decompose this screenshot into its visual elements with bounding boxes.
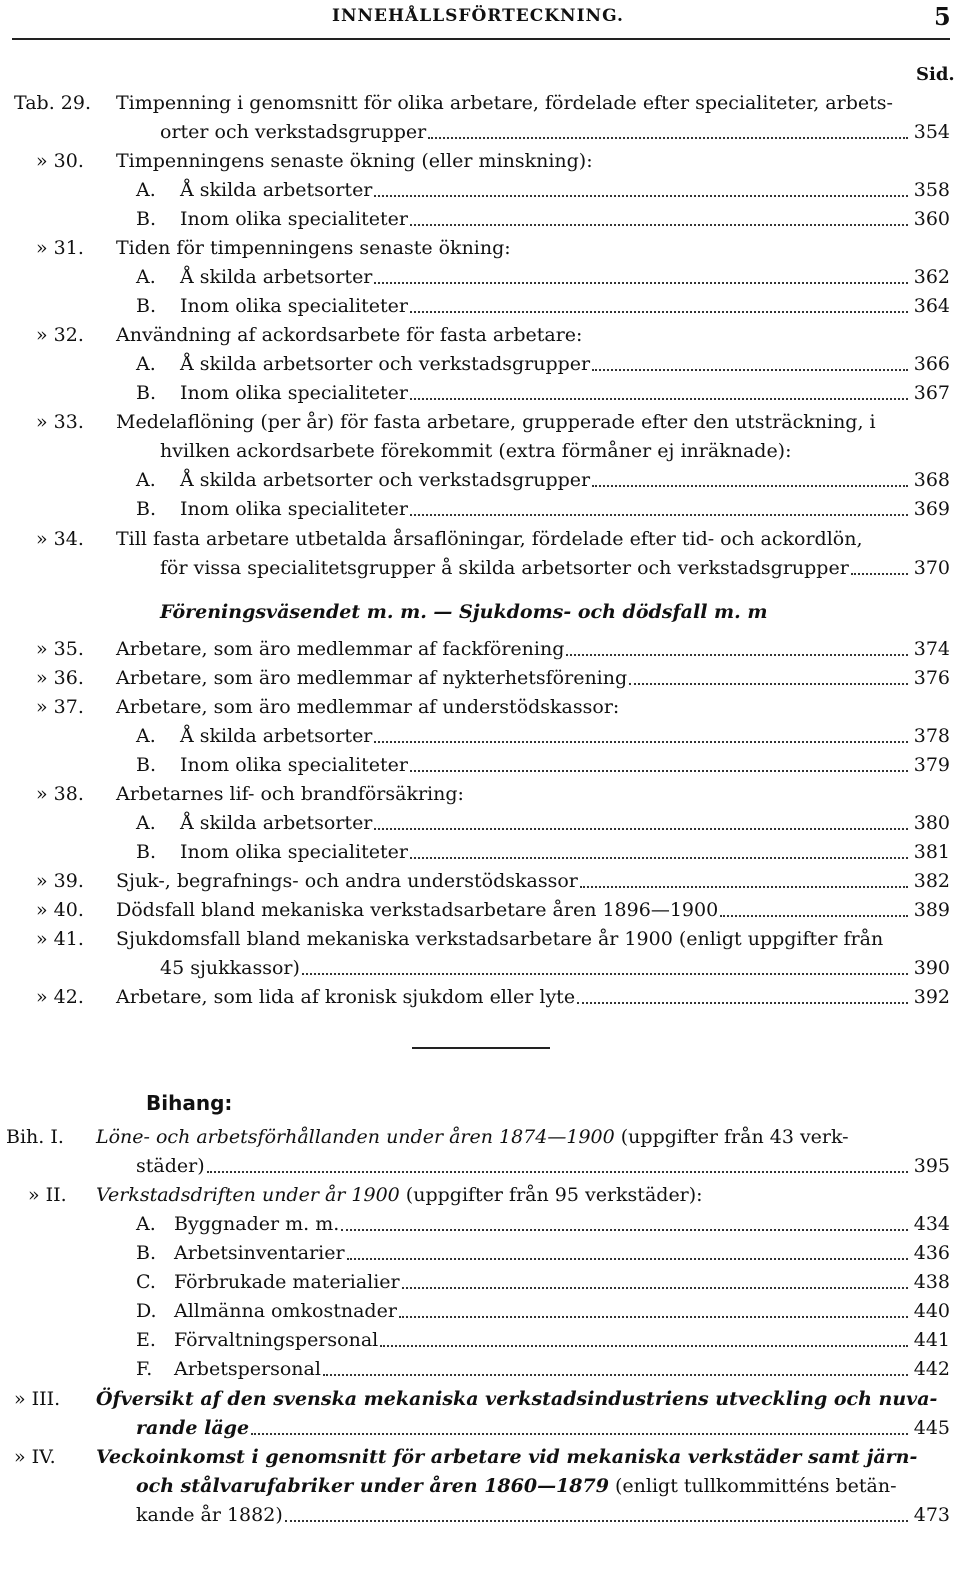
page-number: 5 xyxy=(934,2,951,31)
appendix-note: (enligt tullkommitténs betän- xyxy=(608,1475,897,1497)
toc-entry[interactable] xyxy=(180,839,950,865)
page-ref: 360 xyxy=(913,208,950,230)
dot-leader xyxy=(207,1171,908,1173)
toc-entry[interactable] xyxy=(180,351,950,377)
toc-entry[interactable] xyxy=(174,1269,950,1295)
bihang-heading: Bihang: xyxy=(146,1091,233,1115)
page-ref: 378 xyxy=(913,725,950,747)
page-ref: 364 xyxy=(913,295,950,317)
toc-entry[interactable] xyxy=(116,984,950,1010)
dot-leader xyxy=(410,514,908,516)
dot-leader xyxy=(323,1374,908,1376)
toc-entry[interactable] xyxy=(136,1502,950,1528)
toc-entry-text: Å skilda arbetsorter xyxy=(180,266,373,288)
toc-entry-text: Förbrukade materialier xyxy=(174,1271,400,1293)
dot-leader xyxy=(341,1229,907,1231)
toc-entry-text: Sjuk-, begrafnings- och andra understödskassor xyxy=(116,870,578,892)
toc-entry-text: Tiden för timpenningens senaste ökning: xyxy=(116,237,511,259)
table-number: » 34. xyxy=(36,528,84,550)
toc-entry-text: Byggnader m. m. xyxy=(174,1213,340,1235)
sub-letter: A. xyxy=(136,1213,156,1235)
table-number: » 31. xyxy=(36,237,84,259)
table-number: Tab. 29. xyxy=(14,92,91,114)
sub-letter: A. xyxy=(136,179,156,201)
table-number: » 39. xyxy=(36,870,84,892)
toc-entry-text: Timpenning i genomsnitt för olika arbetare, fördelade efter specialiteter, arbets- xyxy=(116,92,893,114)
toc-entry-text: Arbetare, som äro medlemmar af nykterhetsförening xyxy=(116,667,628,689)
sub-letter: A. xyxy=(136,266,156,288)
dot-leader xyxy=(374,741,907,743)
page-ref: 381 xyxy=(913,841,950,863)
toc-entry[interactable] xyxy=(116,665,950,691)
toc-entry-text: Arbetspersonal xyxy=(174,1358,321,1380)
appendix-note: (uppgifter från 95 verkstäder): xyxy=(399,1184,703,1206)
sub-letter: D. xyxy=(136,1300,157,1322)
sub-letter: B. xyxy=(136,498,157,520)
page-ref: 370 xyxy=(913,557,950,579)
toc-entry-text: kande år 1882) xyxy=(136,1504,283,1526)
toc-entry-text: Dödsfall bland mekaniska verkstadsarbetare åren 1896—1900 xyxy=(116,899,719,921)
page-ref: 389 xyxy=(913,899,950,921)
toc-entry-text: Å skilda arbetsorter och verkstadsgrupper xyxy=(180,469,591,491)
sub-letter: A. xyxy=(136,725,156,747)
page-ref: 374 xyxy=(913,638,950,660)
appendix-title: Verkstadsdriften under år 1900 xyxy=(96,1184,400,1206)
page-ref: 434 xyxy=(913,1213,950,1235)
dot-leader xyxy=(374,282,907,284)
table-number: » 36. xyxy=(36,667,84,689)
toc-entry-text: Inom olika specialiteter xyxy=(180,754,408,776)
dot-leader xyxy=(302,973,908,975)
sub-letter: A. xyxy=(136,353,156,375)
page-ref: 438 xyxy=(913,1271,950,1293)
page-ref: 368 xyxy=(913,469,950,491)
table-number: » 38. xyxy=(36,783,84,805)
toc-entry-text: städer) xyxy=(136,1155,205,1177)
toc-entry-text: Timpenningens senaste ökning (eller minskning): xyxy=(116,150,593,172)
toc-entry[interactable] xyxy=(180,380,950,406)
toc-entry-text: Förvaltningspersonal xyxy=(174,1329,379,1351)
page-ref: 441 xyxy=(913,1329,950,1351)
toc-entry-text xyxy=(136,1473,897,1499)
appendix-note: (uppgifter från 43 verk- xyxy=(614,1126,849,1148)
page-ref: 440 xyxy=(913,1300,950,1322)
dot-leader xyxy=(380,1345,908,1347)
page-ref: 395 xyxy=(913,1155,950,1177)
running-header-title: INNEHÅLLSFÖRTECKNING. xyxy=(332,6,624,26)
toc-entry-text: Arbetare, som äro medlemmar af fackförening xyxy=(116,638,565,660)
dot-leader xyxy=(428,137,908,139)
page-ref: 369 xyxy=(913,498,950,520)
toc-entry[interactable] xyxy=(180,177,950,203)
toc-entry-text: Inom olika specialiteter xyxy=(180,295,408,317)
sub-letter: B. xyxy=(136,754,157,776)
toc-entry[interactable] xyxy=(136,1415,950,1441)
page-ref: 376 xyxy=(913,667,950,689)
appendix-number: » III. xyxy=(14,1388,61,1410)
toc-entry-text: Å skilda arbetsorter xyxy=(180,179,373,201)
toc-entry[interactable] xyxy=(160,119,950,145)
page-ref: 354 xyxy=(913,121,950,143)
toc-entry-text: Till fasta arbetare utbetalda årsaflöningar, fördelade efter tid- och ackordlön, xyxy=(116,528,863,550)
table-number: » 32. xyxy=(36,324,84,346)
sub-letter: C. xyxy=(136,1271,156,1293)
toc-entry-text: Å skilda arbetsorter xyxy=(180,812,373,834)
appendix-title: och stålvarufabriker under åren 1860—1879 xyxy=(136,1475,609,1497)
dot-leader xyxy=(374,828,907,830)
toc-entry-text: Inom olika specialiteter xyxy=(180,498,408,520)
toc-entry[interactable] xyxy=(136,1153,950,1179)
dot-leader xyxy=(592,369,908,371)
toc-entry-text: hvilken ackordsarbete förekommit (extra förmåner ej inräknade): xyxy=(160,440,792,462)
header-rule xyxy=(12,38,950,40)
toc-entry-text: Inom olika specialiteter xyxy=(180,382,408,404)
dot-leader xyxy=(851,573,908,575)
toc-entry[interactable] xyxy=(116,868,950,894)
dot-leader xyxy=(399,1316,908,1318)
toc-entry[interactable] xyxy=(116,897,950,923)
dot-leader xyxy=(410,398,908,400)
toc-entry[interactable] xyxy=(174,1240,950,1266)
page-ref: 362 xyxy=(913,266,950,288)
toc-entry[interactable] xyxy=(180,496,950,522)
toc-entry[interactable] xyxy=(180,206,950,232)
dot-leader xyxy=(347,1258,908,1260)
table-number: » 37. xyxy=(36,696,84,718)
dot-leader xyxy=(592,485,908,487)
toc-entry-text xyxy=(96,1182,703,1208)
table-number: » 40. xyxy=(36,899,84,921)
sub-letter: B. xyxy=(136,841,157,863)
sub-letter: E. xyxy=(136,1329,156,1351)
sub-letter: B. xyxy=(136,208,157,230)
page-ref: 436 xyxy=(913,1242,950,1264)
page-ref: 379 xyxy=(913,754,950,776)
toc-entry[interactable] xyxy=(174,1298,950,1324)
sub-letter: B. xyxy=(136,1242,157,1264)
table-number: » 33. xyxy=(36,411,84,433)
toc-entry-text: Användning af ackordsarbete för fasta arbetare: xyxy=(116,324,583,346)
section-heading: Föreningsväsendet m. m. — Sjukdoms- och dödsfall m. m xyxy=(160,601,768,623)
toc-entry-text: Sjukdomsfall bland mekaniska verkstadsarbetare år 1900 (enligt uppgifter från xyxy=(116,928,884,950)
toc-entry-text: Allmänna omkostnader xyxy=(174,1300,397,1322)
page-ref: 358 xyxy=(913,179,950,201)
sub-letter: F. xyxy=(136,1358,153,1380)
table-number: » 30. xyxy=(36,150,84,172)
toc-entry-text: Å skilda arbetsorter xyxy=(180,725,373,747)
dot-leader xyxy=(285,1520,908,1522)
sid-column-label: Sid. xyxy=(916,64,955,85)
dot-leader xyxy=(577,1002,908,1004)
appendix-title: Löne- och arbetsförhållanden under åren 1874—1900 xyxy=(96,1126,615,1148)
dot-leader xyxy=(720,915,908,917)
dot-leader xyxy=(629,683,908,685)
page-ref: 392 xyxy=(913,986,950,1008)
toc-entry[interactable] xyxy=(160,955,950,981)
toc-entry-text: Arbetare, som äro medlemmar af understödskassor: xyxy=(116,696,620,718)
appendix-title: Öfversikt af den svenska mekaniska verkstadsindustriens utveckling och nuva- xyxy=(96,1388,938,1410)
page-ref: 445 xyxy=(913,1417,950,1439)
appendix-number: » II. xyxy=(28,1184,67,1206)
toc-entry-text: 45 sjukkassor) xyxy=(160,957,300,979)
toc-entry[interactable] xyxy=(174,1356,950,1382)
page-ref: 382 xyxy=(913,870,950,892)
dot-leader xyxy=(566,654,907,656)
toc-entry[interactable] xyxy=(160,555,950,581)
toc-entry-text: Inom olika specialiteter xyxy=(180,208,408,230)
toc-entry[interactable] xyxy=(180,810,950,836)
toc-entry-text xyxy=(96,1124,849,1150)
appendix-title: rande läge xyxy=(136,1417,250,1439)
sub-letter: A. xyxy=(136,812,156,834)
page-ref: 367 xyxy=(913,382,950,404)
table-number: » 35. xyxy=(36,638,84,660)
toc-entry[interactable] xyxy=(116,636,950,662)
appendix-number: » IV. xyxy=(14,1446,56,1468)
dot-leader xyxy=(374,195,907,197)
toc-entry-text: Arbetarnes lif- och brandförsäkring: xyxy=(116,783,464,805)
toc-entry[interactable] xyxy=(180,723,950,749)
toc-entry-text: för vissa specialitetsgrupper å skilda arbetsorter och verkstadsgrupper xyxy=(160,557,849,579)
table-number: » 41. xyxy=(36,928,84,950)
toc-entry-text: orter och verkstadsgrupper xyxy=(160,121,427,143)
appendix-title: Veckoinkomst i genomsnitt för arbetare vid mekaniska verkstäder samt järn- xyxy=(96,1446,918,1468)
toc-entry-text: Medelaflöning (per år) för fasta arbetare, grupperade efter den utsträckning, i xyxy=(116,411,876,433)
toc-entry[interactable] xyxy=(180,467,950,493)
toc-entry[interactable] xyxy=(180,264,950,290)
dot-leader xyxy=(251,1433,908,1435)
toc-entry[interactable] xyxy=(174,1211,950,1237)
page-ref: 390 xyxy=(913,957,950,979)
toc-entry[interactable] xyxy=(180,293,950,319)
toc-entry-text: Arbetare, som lida af kronisk sjukdom eller lyte xyxy=(116,986,576,1008)
dot-leader xyxy=(402,1287,908,1289)
toc-entry-text: Inom olika specialiteter xyxy=(180,841,408,863)
appendix-number: Bih. I. xyxy=(6,1126,64,1148)
page-ref: 442 xyxy=(913,1358,950,1380)
toc-entry-text: Å skilda arbetsorter och verkstadsgrupper xyxy=(180,353,591,375)
page-ref: 380 xyxy=(913,812,950,834)
dot-leader xyxy=(410,224,908,226)
toc-entry[interactable] xyxy=(180,752,950,778)
dot-leader xyxy=(580,886,908,888)
sub-letter: A. xyxy=(136,469,156,491)
toc-entry[interactable] xyxy=(174,1327,950,1353)
dot-leader xyxy=(410,311,908,313)
dot-leader xyxy=(410,857,908,859)
sub-letter: B. xyxy=(136,382,157,404)
dot-leader xyxy=(410,770,908,772)
toc-entry-text: Arbetsinventarier xyxy=(174,1242,345,1264)
sub-letter: B. xyxy=(136,295,157,317)
table-number: » 42. xyxy=(36,986,84,1008)
page-ref: 366 xyxy=(913,353,950,375)
divider xyxy=(412,1047,550,1049)
page-ref: 473 xyxy=(913,1504,950,1526)
